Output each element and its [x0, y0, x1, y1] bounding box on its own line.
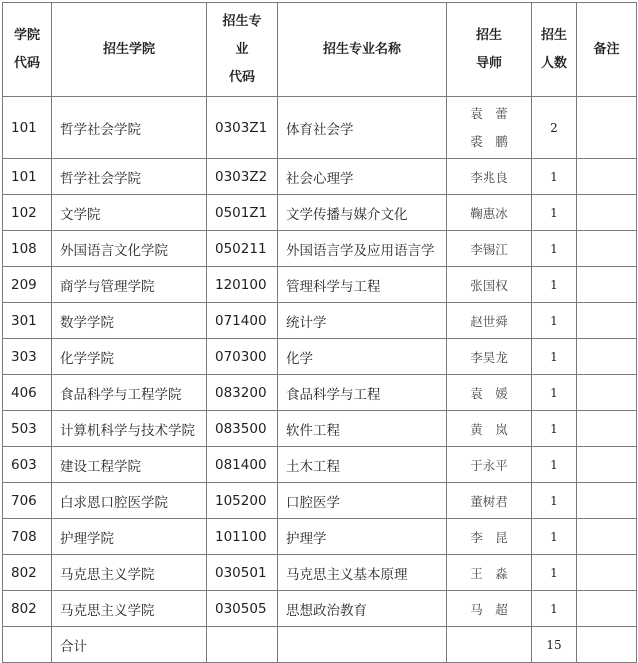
major-code-cell: 083200: [207, 375, 278, 411]
major-code-cell: 030505: [207, 591, 278, 627]
major-code-cell: 0303Z2: [207, 159, 278, 195]
header-college-code: [3, 3, 52, 97]
header-college: 招生学院: [52, 3, 207, 97]
college-cell: 护理学院: [52, 519, 207, 555]
college-cell: 外国语言文化学院: [52, 231, 207, 267]
major-code-cell: 120100: [207, 267, 278, 303]
count-cell: 1: [532, 555, 577, 591]
tutor-cell: 于永平: [447, 447, 532, 483]
note-cell: [577, 447, 637, 483]
count-cell: 1: [532, 447, 577, 483]
count-cell: 1: [532, 231, 577, 267]
tutor-cell: 董树君: [447, 483, 532, 519]
note-cell: [577, 97, 637, 159]
note-cell: [577, 375, 637, 411]
count-cell: 1: [532, 339, 577, 375]
tutor-cell: 袁 媛: [447, 375, 532, 411]
count-cell: 1: [532, 375, 577, 411]
table-row: [3, 195, 637, 231]
note-cell: [577, 267, 637, 303]
tutor-cell: 王 淼: [447, 555, 532, 591]
table-row: [3, 303, 637, 339]
header-tutor-line2: 导师: [475, 55, 502, 71]
tutor-cell: 李兆良: [447, 159, 532, 195]
tutor-cell: 鞠惠冰: [447, 195, 532, 231]
total-count: 15: [532, 627, 577, 663]
note-cell: [577, 411, 637, 447]
college-cell: 数学学院: [52, 303, 207, 339]
major-code-cell: 050211: [207, 231, 278, 267]
table-row: [3, 267, 637, 303]
college-code-cell: 209: [3, 267, 52, 303]
count-cell: 1: [532, 591, 577, 627]
major-code-cell: 081400: [207, 447, 278, 483]
college-cell: 马克思主义学院: [52, 591, 207, 627]
major-code-cell: 0501Z1: [207, 195, 278, 231]
college-code-cell: 503: [3, 411, 52, 447]
note-cell: [577, 483, 637, 519]
table-row: [3, 591, 637, 627]
note-cell: [577, 591, 637, 627]
table-row: [3, 97, 637, 159]
count-cell: 1: [532, 519, 577, 555]
college-cell: 计算机科学与技术学院: [52, 411, 207, 447]
tutor-cell: 李昊龙: [447, 339, 532, 375]
major-code-cell: 101100: [207, 519, 278, 555]
header-major-code-line1: 招生专: [222, 13, 262, 29]
major-name-cell: 软件工程: [278, 411, 447, 447]
college-code-cell: 802: [3, 555, 52, 591]
count-cell: 1: [532, 267, 577, 303]
table-row: [3, 411, 637, 447]
major-name-cell: 口腔医学: [278, 483, 447, 519]
college-cell: 哲学社会学院: [52, 97, 207, 159]
college-cell: 白求恩口腔医学院: [52, 483, 207, 519]
major-name-cell: 外国语言学及应用语言学: [278, 231, 447, 267]
college-code-cell: 108: [3, 231, 52, 267]
major-name-cell: 文学传播与媒介文化: [278, 195, 447, 231]
tutor-cell: 李锡江: [447, 231, 532, 267]
total-empty-cell: [278, 627, 447, 663]
tutor-cell: 张国权: [447, 267, 532, 303]
table-row: [3, 159, 637, 195]
admission-table: [2, 2, 637, 663]
college-code-cell: 406: [3, 375, 52, 411]
header-count-line2: 人数: [540, 55, 567, 71]
note-cell: [577, 339, 637, 375]
college-code-cell: 301: [3, 303, 52, 339]
header-count-line1: 招生: [540, 27, 567, 43]
note-cell: [577, 519, 637, 555]
total-label: 合计: [52, 627, 207, 663]
note-cell: [577, 231, 637, 267]
major-code-cell: 030501: [207, 555, 278, 591]
total-empty-cell: [207, 627, 278, 663]
tutor-cell: [447, 97, 532, 159]
table-row: [3, 231, 637, 267]
table-row: [3, 555, 637, 591]
count-cell: 1: [532, 195, 577, 231]
major-code-cell: 105200: [207, 483, 278, 519]
note-cell: [577, 159, 637, 195]
major-name-cell: 社会心理学: [278, 159, 447, 195]
header-major-name: 招生专业名称: [278, 3, 447, 97]
total-empty-cell: [3, 627, 52, 663]
header-college-code-line1: 学院: [13, 27, 40, 43]
table-row: [3, 519, 637, 555]
major-name-cell: 思想政治教育: [278, 591, 447, 627]
note-cell: [577, 195, 637, 231]
major-name-cell: 体育社会学: [278, 97, 447, 159]
table-row: [3, 339, 637, 375]
college-cell: 食品科学与工程学院: [52, 375, 207, 411]
count-cell: 1: [532, 159, 577, 195]
college-code-cell: 603: [3, 447, 52, 483]
header-row: [3, 3, 637, 97]
count-cell: 1: [532, 303, 577, 339]
header-major-code-line2: 业: [235, 41, 249, 57]
major-code-cell: 0303Z1: [207, 97, 278, 159]
count-cell: 1: [532, 483, 577, 519]
table-row: [3, 483, 637, 519]
major-code-cell: 083500: [207, 411, 278, 447]
header-tutor-line1: 招生: [475, 27, 502, 43]
major-name-cell: 马克思主义基本原理: [278, 555, 447, 591]
tutor-cell: 赵世舜: [447, 303, 532, 339]
header-major-code: [207, 3, 278, 97]
college-cell: 建设工程学院: [52, 447, 207, 483]
header-tutor: [447, 3, 532, 97]
total-row: [3, 627, 637, 663]
total-empty-cell: [577, 627, 637, 663]
college-code-cell: 102: [3, 195, 52, 231]
header-college-code-line2: 代码: [13, 55, 40, 71]
header-note: 备注: [577, 3, 637, 97]
note-cell: [577, 303, 637, 339]
count-cell: 2: [532, 97, 577, 159]
count-cell: 1: [532, 411, 577, 447]
college-code-cell: 101: [3, 159, 52, 195]
major-code-cell: 071400: [207, 303, 278, 339]
note-cell: [577, 555, 637, 591]
major-code-cell: 070300: [207, 339, 278, 375]
college-cell: 商学与管理学院: [52, 267, 207, 303]
college-cell: 化学学院: [52, 339, 207, 375]
tutor-cell: 马 超: [447, 591, 532, 627]
college-cell: 马克思主义学院: [52, 555, 207, 591]
tutor-cell: 李 昆: [447, 519, 532, 555]
major-name-cell: 管理科学与工程: [278, 267, 447, 303]
major-name-cell: 土木工程: [278, 447, 447, 483]
tutor-name: 袁 蕾: [470, 105, 508, 121]
college-code-cell: 802: [3, 591, 52, 627]
major-name-cell: 化学: [278, 339, 447, 375]
tutor-cell: 黄 岚: [447, 411, 532, 447]
college-code-cell: 101: [3, 97, 52, 159]
college-code-cell: 708: [3, 519, 52, 555]
tutor-name: 裘 鹏: [470, 133, 508, 149]
college-code-cell: 706: [3, 483, 52, 519]
major-name-cell: 护理学: [278, 519, 447, 555]
header-major-code-line3: 代码: [228, 69, 255, 85]
college-code-cell: 303: [3, 339, 52, 375]
table-row: [3, 375, 637, 411]
major-name-cell: 食品科学与工程: [278, 375, 447, 411]
table-row: [3, 447, 637, 483]
total-empty-cell: [447, 627, 532, 663]
header-count: [532, 3, 577, 97]
major-name-cell: 统计学: [278, 303, 447, 339]
college-cell: 文学院: [52, 195, 207, 231]
college-cell: 哲学社会学院: [52, 159, 207, 195]
